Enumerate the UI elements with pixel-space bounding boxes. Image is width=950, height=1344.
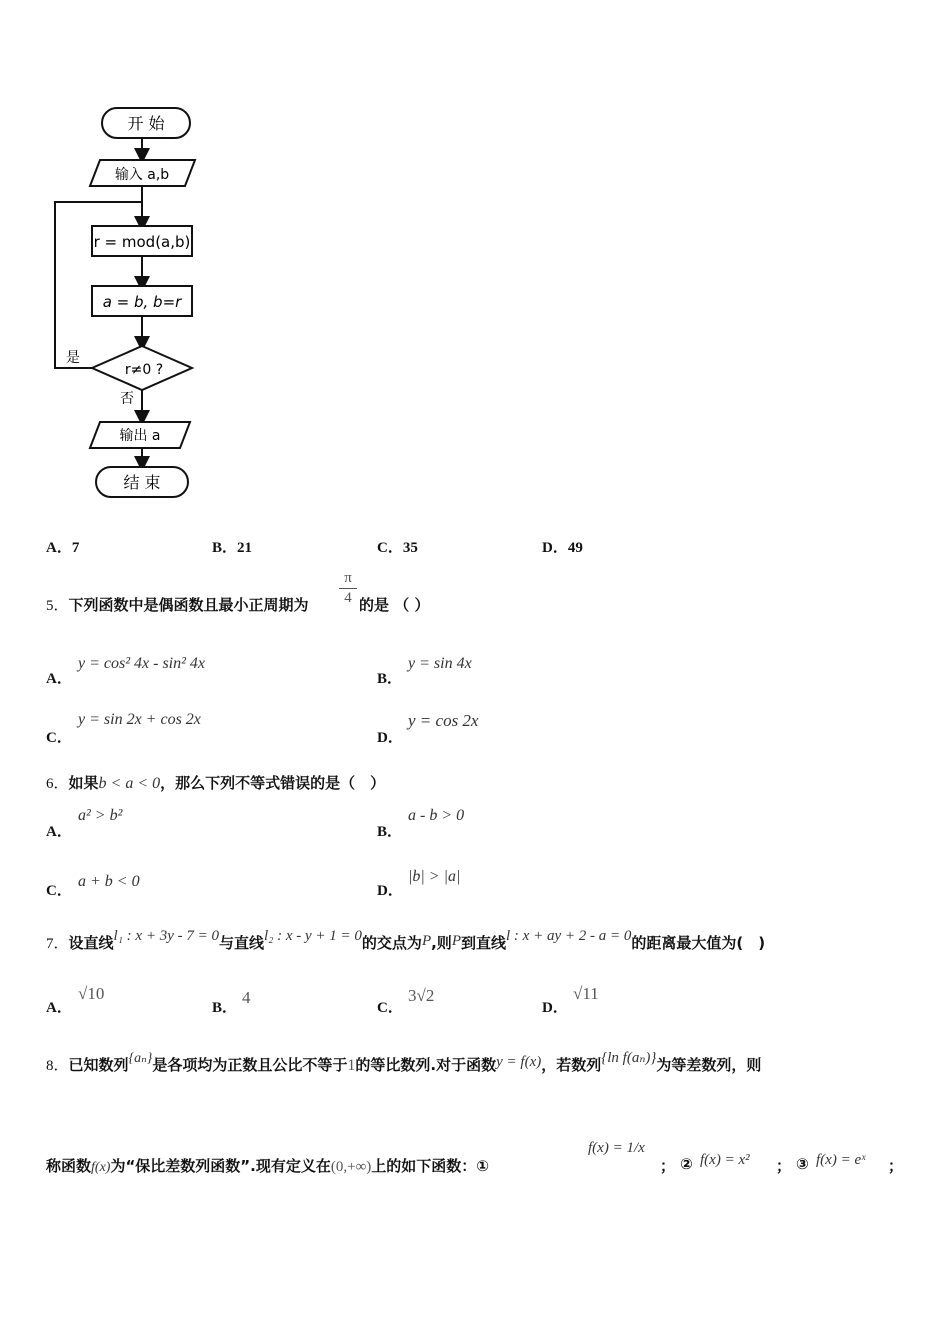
input-label: 输入 a,b bbox=[114, 167, 170, 183]
q5-option-a-label[interactable]: A． bbox=[46, 671, 72, 687]
q5-option-b-label[interactable]: B． bbox=[377, 671, 403, 687]
q5-option-b-expr: y = sin 4x bbox=[408, 655, 472, 672]
q5-option-c-label[interactable]: C． bbox=[46, 730, 72, 746]
q7-option-b-label[interactable]: B． bbox=[212, 1000, 238, 1016]
q5-fraction: π 4 bbox=[339, 569, 357, 608]
q6-option-a-expr: a² > b² bbox=[78, 807, 123, 824]
q4-option-b[interactable]: B．21 bbox=[212, 540, 253, 556]
process-mod-label: r = mod(a,b) bbox=[93, 233, 191, 251]
q8-func-3: f(x) = eˣ bbox=[816, 1152, 866, 1168]
yes-label: 是 bbox=[66, 350, 80, 366]
q6-option-a-label[interactable]: A． bbox=[46, 824, 72, 840]
q7-option-d-expr: √11 bbox=[573, 984, 599, 1003]
q5-option-d-expr: y = cos 2x bbox=[408, 711, 479, 730]
flowchart bbox=[50, 100, 220, 510]
no-label: 否 bbox=[120, 391, 134, 407]
end-label: 结 束 bbox=[123, 473, 161, 492]
q5-option-d-label[interactable]: D． bbox=[377, 730, 403, 746]
output-label: 输出 a bbox=[119, 428, 161, 444]
q5-stem-end: 的是 （ ） bbox=[359, 596, 430, 614]
q4-option-a[interactable]: A．7 bbox=[46, 540, 80, 556]
q4-option-d[interactable]: D．49 bbox=[542, 540, 583, 556]
q6-option-b-expr: a - b > 0 bbox=[408, 807, 465, 824]
q8-func-2: f(x) = x² bbox=[700, 1152, 750, 1168]
q7-stem: 7．设直线l₁ : x + 3y - 7 = 0与直线l₂ : x - y + 1 = 0的交点为P,则P到直线l : x + ay + 2 - a = 0的距离最大值为( ) bbox=[46, 928, 766, 952]
q7-option-a-label[interactable]: A． bbox=[46, 1000, 72, 1016]
process-assign-label: a = b, b=r bbox=[102, 293, 182, 311]
q8-stem-line2: 称函数f(x)为“保比差数列函数”.现有定义在(0,+∞)上的如下函数：① bbox=[46, 1157, 489, 1175]
q6-stem: 6．如果b < a < 0，那么下列不等式错误的是（ ） bbox=[46, 774, 386, 792]
q6-option-c-label[interactable]: C． bbox=[46, 883, 72, 899]
q6-option-d-expr: |b| > |a| bbox=[408, 868, 461, 885]
q5-option-c-expr: y = sin 2x + cos 2x bbox=[78, 711, 201, 728]
q5-option-a-expr: y = cos² 4x - sin² 4x bbox=[78, 655, 206, 672]
q8-stem-line1: 8．已知数列{aₙ}是各项均为正数且公比不等于1的等比数列.对于函数y = f(x)，若数列{ln f(aₙ)}为等差数列，则 bbox=[46, 1050, 762, 1074]
q6-option-b-label[interactable]: B． bbox=[377, 824, 403, 840]
q7-option-a-expr: √10 bbox=[78, 984, 105, 1003]
q7-option-c-label[interactable]: C． bbox=[377, 1000, 403, 1016]
q4-option-c[interactable]: C．35 bbox=[377, 540, 418, 556]
q6-option-c-expr: a + b < 0 bbox=[78, 873, 140, 890]
q7-option-b-expr: 4 bbox=[242, 988, 251, 1007]
q7-option-c-expr: 3√2 bbox=[408, 986, 435, 1005]
q6-option-d-label[interactable]: D． bbox=[377, 883, 403, 899]
decision-label: r≠0 ? bbox=[124, 362, 164, 378]
q7-option-d-label[interactable]: D． bbox=[542, 1000, 568, 1016]
start-label: 开 始 bbox=[127, 114, 165, 133]
q8-func-1: f(x) = 1/x bbox=[588, 1140, 645, 1156]
q5-stem: 5．下列函数中是偶函数且最小正周期为 bbox=[46, 596, 309, 614]
